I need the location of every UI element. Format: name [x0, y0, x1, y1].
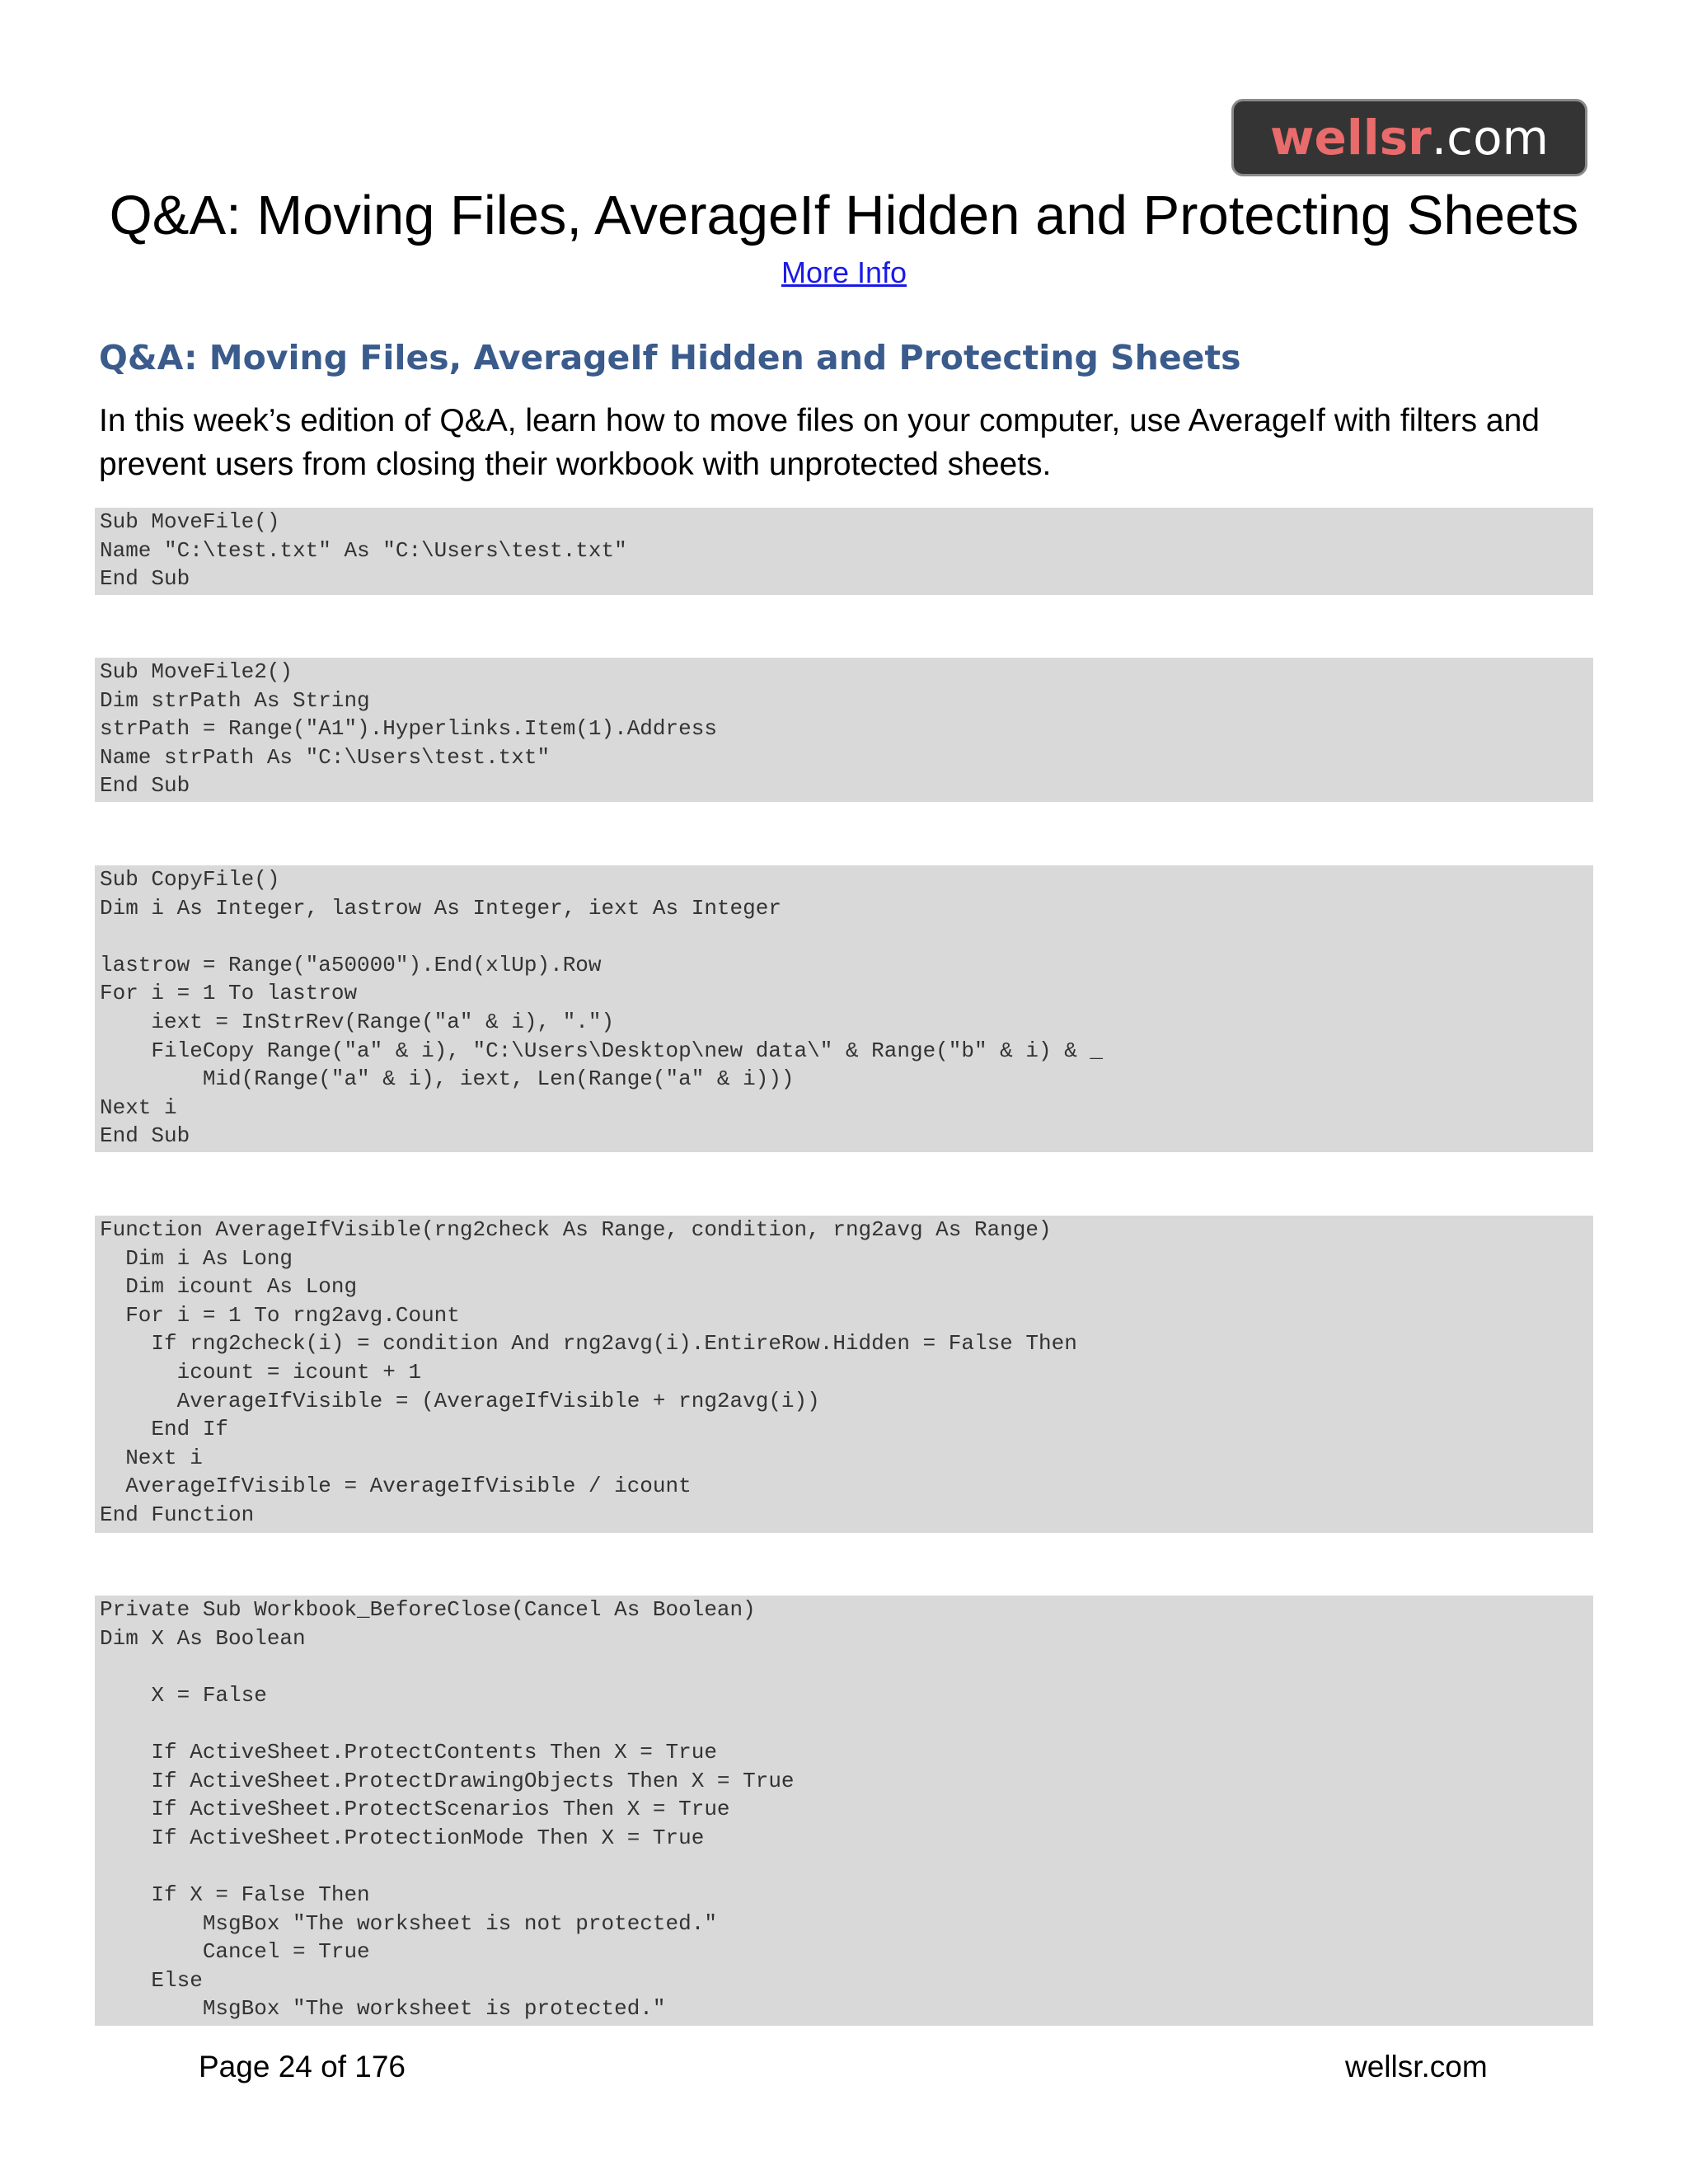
footer-site-name: wellsr.com [1345, 2050, 1488, 2083]
code-block-workbook-beforeclose: Private Sub Workbook_BeforeClose(Cancel As Boolean) Dim X As Boolean X = False If ActiveSheet.ProtectContents Then X = True If ActiveSheet.ProtectDrawingObjects Then X = True If ActiveSheet.ProtectScenarios Then X = True If ActiveSheet.ProtectionMode Then X = True If X = False Then MsgBox "The worksheet is not protected." Cancel = True Else MsgBox "The worksheet is protected." [95, 1596, 1593, 2026]
logo-brand-text: wellsr [1269, 110, 1432, 166]
code-block-movefile: Sub MoveFile() Name "C:\test.txt" As "C:\Users\test.txt" End Sub [95, 508, 1593, 595]
intro-paragraph: In this week’s edition of Q&A, learn how to move files on your computer, use AverageIf with filters and prevent users from closing their workbook with unprotected sheets. [99, 403, 1540, 482]
logo-tld-text: .com [1431, 110, 1550, 166]
footer-page-number: Page 24 of 176 [199, 2050, 406, 2083]
more-info-container [0, 254, 1688, 292]
code-block-copyfile: Sub CopyFile() Dim i As Integer, lastrow As Integer, iext As Integer lastrow = Range("a50000").End(xlUp).Row For i = 1 To lastrow iext = InStrRev(Range("a" & i), ".") FileCopy Range("a" & i), "C:\Users\Desktop\new data\" & Range("b" & i) & _ Mid(Range("a" & i), iext, Len(Range("a" & i))) Next i End Sub [95, 865, 1593, 1152]
wellsr-logo [1231, 99, 1587, 176]
document-title: Q&A: Moving Files, AverageIf Hidden and Protecting Sheets [109, 185, 1579, 246]
section-heading: Q&A: Moving Files, AverageIf Hidden and Protecting Sheets [99, 338, 1241, 377]
code-block-movefile2: Sub MoveFile2() Dim strPath As String strPath = Range("A1").Hyperlinks.Item(1).Address Name strPath As "C:\Users\test.txt" End Sub [95, 658, 1593, 802]
more-info-link[interactable]: More Info [781, 255, 907, 289]
code-block-averageifvisible: Function AverageIfVisible(rng2check As Range, condition, rng2avg As Range) Dim i As Long Dim icount As Long For i = 1 To rng2avg.Count If rng2check(i) = condition And rng2avg(i).EntireRow.Hidden = False Then icount = icount + 1 AverageIfVisible = (AverageIfVisible + rng2avg(i)) End If Next i AverageIfVisible = AverageIfVisible / icount End Function [95, 1216, 1593, 1533]
